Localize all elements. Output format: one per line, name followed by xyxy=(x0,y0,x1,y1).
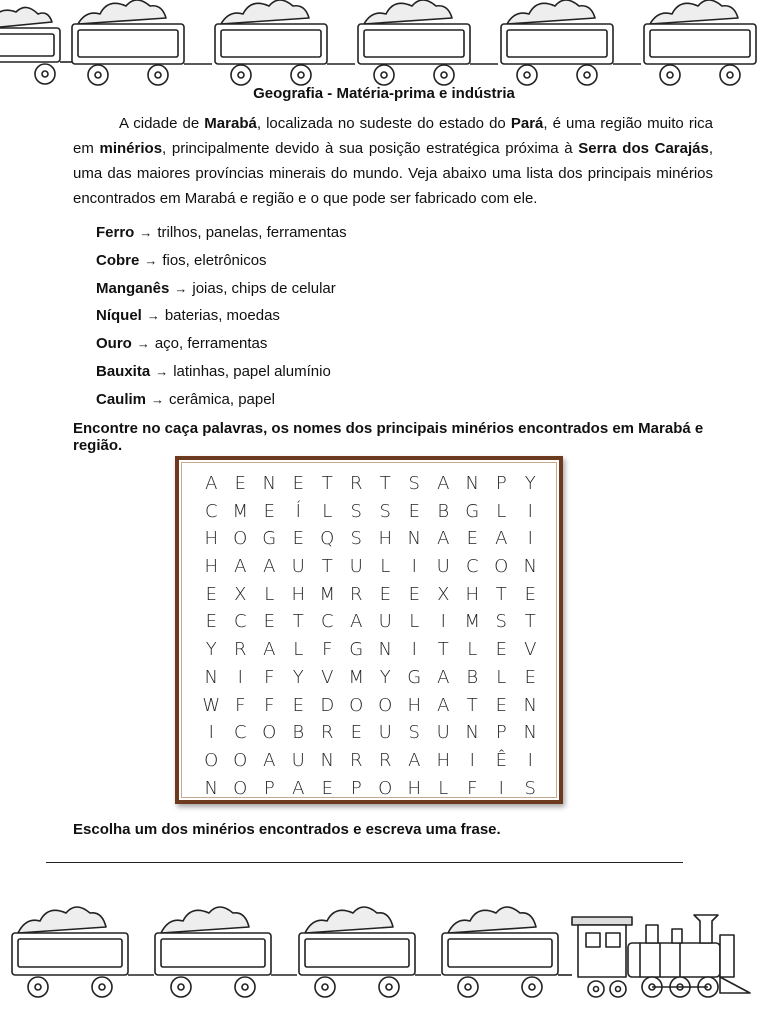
grid-cell[interactable]: H xyxy=(407,777,422,799)
grid-cell[interactable]: U xyxy=(349,556,364,578)
arrow-right-icon: → xyxy=(139,225,153,240)
arrow-right-icon: → xyxy=(136,336,150,352)
grid-cell[interactable]: H xyxy=(407,694,422,716)
grid-cell[interactable]: F xyxy=(467,777,478,799)
grid-cell[interactable]: E xyxy=(466,528,479,550)
grid-cell[interactable]: O xyxy=(262,722,277,744)
minerals-list xyxy=(96,221,347,416)
grid-cell[interactable]: P xyxy=(495,473,508,494)
grid-cell[interactable]: U xyxy=(378,722,393,744)
word-search-grid xyxy=(197,470,545,802)
grid-cell[interactable]: R xyxy=(349,473,363,494)
wagon-icon xyxy=(442,907,572,997)
grid-cell[interactable]: A xyxy=(437,694,450,716)
grid-cell[interactable]: A xyxy=(205,473,218,494)
grid-cell[interactable]: L xyxy=(409,611,420,633)
grid-cell[interactable]: O xyxy=(233,528,248,550)
grid-cell[interactable]: N xyxy=(465,722,480,744)
grid-cell[interactable]: E xyxy=(321,777,334,799)
grid-cell[interactable]: E xyxy=(379,583,392,605)
locomotive-icon xyxy=(572,915,750,997)
grid-cell[interactable]: N xyxy=(378,639,393,661)
grid-cell[interactable]: E xyxy=(408,583,421,605)
grid-cell[interactable]: E xyxy=(350,722,363,744)
grid-cell[interactable]: A xyxy=(437,473,450,494)
grid-cell[interactable]: H xyxy=(204,556,219,578)
grid-cell[interactable]: O xyxy=(204,749,219,771)
grid-cell[interactable]: U xyxy=(291,749,306,771)
grid-cell[interactable]: E xyxy=(524,583,537,605)
grid-cell[interactable]: E xyxy=(234,473,247,494)
grid-cell[interactable]: A xyxy=(292,777,305,799)
grid-cell[interactable]: S xyxy=(350,500,363,522)
grid-cell[interactable]: E xyxy=(495,639,508,661)
grid-cell[interactable]: T xyxy=(495,583,508,605)
grid-cell[interactable]: E xyxy=(495,694,508,716)
grid-cell[interactable]: U xyxy=(291,556,306,578)
intro-paragraph: A cidade de Marabá, localizada no sudeste do estado do Pará, é uma região muito rica em minérios, principalmente devido à sua posição estratégica próxima à Serra dos Carajás, uma das maiores províncias minerais do mundo. Veja abaixo uma lista dos principais minérios encontrados em Marabá e região e o que pode ser fabricado com ele. xyxy=(73,115,713,207)
grid-cell[interactable]: O xyxy=(378,777,393,799)
grid-cell[interactable]: A xyxy=(263,749,276,771)
grid-cell[interactable]: I xyxy=(527,528,534,550)
grid-cell[interactable]: H xyxy=(204,528,219,550)
grid-cell[interactable]: G xyxy=(407,666,422,688)
grid-cell[interactable]: A xyxy=(408,749,421,771)
list-item: Bauxita → latinhas, papel alumínio xyxy=(96,360,347,388)
wagon-icon xyxy=(0,7,72,84)
grid-cell[interactable]: H xyxy=(465,583,480,605)
grid-cell[interactable]: P xyxy=(495,722,508,744)
grid-cell[interactable]: L xyxy=(496,666,507,688)
grid-cell[interactable]: Q xyxy=(320,528,335,550)
grid-cell[interactable]: T xyxy=(437,639,450,661)
grid-cell[interactable]: C xyxy=(233,722,248,744)
grid-cell[interactable]: S xyxy=(495,611,508,633)
writing-instruction: Escolha um dos minérios encontrados e escreva uma frase. xyxy=(73,821,501,838)
wagon-icon xyxy=(501,0,641,85)
word-search-frame xyxy=(175,456,563,804)
grid-cell[interactable]: T xyxy=(321,556,334,578)
grid-cell[interactable]: N xyxy=(407,528,422,550)
grid-cell[interactable]: E xyxy=(205,583,218,605)
grid-cell[interactable]: Ê xyxy=(495,749,508,771)
grid-cell[interactable]: C xyxy=(204,500,219,522)
grid-cell[interactable]: I xyxy=(527,500,534,522)
grid-cell[interactable]: M xyxy=(464,611,481,633)
grid-cell[interactable]: W xyxy=(202,694,221,716)
grid-cell[interactable]: B xyxy=(466,666,479,688)
grid-cell[interactable]: I xyxy=(498,777,505,799)
arrow-right-icon: → xyxy=(146,308,160,324)
grid-cell[interactable]: S xyxy=(408,722,421,744)
grid-cell[interactable]: S xyxy=(350,528,363,550)
wagon-icon xyxy=(358,0,498,85)
grid-cell[interactable]: E xyxy=(292,694,305,716)
grid-cell[interactable]: P xyxy=(350,777,363,799)
list-item: Manganês → joias, chips de celular xyxy=(96,277,347,305)
grid-cell[interactable]: U xyxy=(378,611,393,633)
page-title: Geografia - Matéria-prima e indústria xyxy=(253,85,515,102)
grid-cell[interactable]: L xyxy=(293,639,304,661)
grid-cell[interactable]: I xyxy=(469,749,476,771)
grid-cell[interactable]: V xyxy=(524,639,537,661)
grid-cell[interactable]: Y xyxy=(292,666,305,688)
grid-cell[interactable]: M xyxy=(348,666,365,688)
grid-cell[interactable]: E xyxy=(263,500,276,522)
grid-cell[interactable]: N xyxy=(523,556,538,578)
grid-cell[interactable]: H xyxy=(291,583,306,605)
grid-cell[interactable]: I xyxy=(440,611,447,633)
grid-cell[interactable]: Y xyxy=(379,666,392,688)
grid-cell[interactable]: I xyxy=(411,556,418,578)
grid-cell[interactable]: S xyxy=(379,500,392,522)
grid-cell[interactable]: R xyxy=(378,749,392,771)
wagon-icon xyxy=(12,907,154,997)
grid-cell[interactable]: A xyxy=(263,556,276,578)
grid-cell[interactable]: T xyxy=(379,473,392,494)
grid-cell[interactable]: C xyxy=(465,556,480,578)
list-item: Cobre → fios, eletrônicos xyxy=(96,249,347,277)
wagon-icon xyxy=(72,0,212,85)
grid-cell[interactable]: Y xyxy=(205,639,218,661)
grid-cell[interactable]: T xyxy=(321,473,334,494)
grid-cell[interactable]: L xyxy=(496,500,507,522)
grid-cell[interactable]: R xyxy=(349,749,363,771)
grid-cell[interactable]: T xyxy=(292,611,305,633)
grid-cell[interactable]: N xyxy=(523,722,538,744)
grid-cell[interactable]: F xyxy=(235,694,246,716)
grid-cell[interactable]: N xyxy=(523,694,538,716)
grid-cell[interactable]: F xyxy=(264,694,275,716)
grid-cell[interactable]: R xyxy=(349,583,363,605)
grid-cell[interactable]: Y xyxy=(524,473,537,494)
grid-cell[interactable]: E xyxy=(408,500,421,522)
grid-cell[interactable]: S xyxy=(524,777,537,799)
grid-cell[interactable]: S xyxy=(408,473,421,494)
grid-cell[interactable]: O xyxy=(349,694,364,716)
wagon-icon xyxy=(299,907,441,997)
grid-cell[interactable]: O xyxy=(378,694,393,716)
grid-cell[interactable]: R xyxy=(320,722,334,744)
list-item: Ouro → aço, ferramentas xyxy=(96,332,347,360)
grid-cell[interactable]: E xyxy=(263,611,276,633)
grid-cell[interactable]: F xyxy=(264,666,275,688)
wagon-icon xyxy=(215,0,355,85)
grid-cell[interactable]: F xyxy=(322,639,333,661)
grid-cell[interactable]: R xyxy=(233,639,247,661)
grid-cell[interactable]: L xyxy=(264,583,275,605)
grid-cell[interactable]: O xyxy=(233,777,248,799)
grid-cell[interactable]: T xyxy=(524,611,537,633)
list-item: Caulim → cerâmica, papel xyxy=(96,388,347,416)
grid-cell[interactable]: G xyxy=(465,500,480,522)
grid-cell[interactable]: E xyxy=(205,611,218,633)
grid-cell[interactable]: O xyxy=(494,556,509,578)
arrow-right-icon: → xyxy=(155,363,169,379)
grid-cell[interactable]: C xyxy=(320,611,335,633)
list-item: Níquel → baterias, moedas xyxy=(96,304,347,332)
grid-cell[interactable]: V xyxy=(321,666,334,688)
grid-cell[interactable]: E xyxy=(292,528,305,550)
grid-cell[interactable]: A xyxy=(263,639,276,661)
grid-cell[interactable]: L xyxy=(322,500,333,522)
grid-cell[interactable]: M xyxy=(232,500,249,522)
grid-cell[interactable]: A xyxy=(437,528,450,550)
word-search-instruction: Encontre no caça palavras, os nomes dos principais minérios encontrados em Marabá e região. xyxy=(73,420,704,454)
grid-cell[interactable]: I xyxy=(237,666,244,688)
grid-cell[interactable]: C xyxy=(233,611,248,633)
grid-cell[interactable]: G xyxy=(349,639,364,661)
train-wagons-top-illustration xyxy=(0,0,768,90)
grid-cell[interactable]: I xyxy=(527,749,534,771)
grid-cell[interactable]: X xyxy=(437,583,450,605)
grid-cell[interactable]: E xyxy=(524,666,537,688)
grid-cell[interactable]: O xyxy=(233,749,248,771)
grid-cell[interactable]: B xyxy=(437,500,450,522)
grid-cell[interactable]: G xyxy=(262,528,277,550)
grid-cell[interactable]: M xyxy=(319,583,336,605)
grid-cell[interactable]: A xyxy=(350,611,363,633)
grid-cell[interactable]: L xyxy=(467,639,478,661)
grid-cell[interactable]: I xyxy=(411,639,418,661)
grid-cell[interactable]: L xyxy=(438,777,449,799)
grid-cell[interactable]: A xyxy=(495,528,508,550)
grid-cell[interactable]: B xyxy=(292,722,305,744)
grid-cell[interactable]: P xyxy=(263,777,276,799)
grid-cell[interactable]: A xyxy=(437,666,450,688)
list-item: Ferro → trilhos, panelas, ferramentas xyxy=(96,221,347,249)
train-locomotive-bottom-illustration xyxy=(0,895,768,1005)
wagon-icon xyxy=(155,907,297,997)
grid-cell[interactable]: Í xyxy=(295,500,302,522)
grid-cell[interactable]: T xyxy=(466,694,479,716)
grid-cell[interactable]: N xyxy=(204,777,219,799)
grid-cell[interactable]: N xyxy=(204,666,219,688)
grid-cell[interactable]: A xyxy=(234,556,247,578)
grid-cell[interactable]: X xyxy=(234,583,247,605)
grid-cell[interactable]: L xyxy=(380,556,391,578)
grid-cell[interactable]: U xyxy=(436,722,451,744)
grid-cell[interactable]: D xyxy=(320,694,335,716)
grid-cell[interactable]: N xyxy=(320,749,335,771)
arrow-right-icon: → xyxy=(174,280,188,296)
arrow-right-icon: → xyxy=(144,252,158,268)
grid-cell[interactable]: H xyxy=(436,749,451,771)
grid-cell[interactable]: H xyxy=(378,528,393,550)
arrow-right-icon: → xyxy=(151,391,165,407)
grid-cell[interactable]: U xyxy=(436,556,451,578)
grid-cell[interactable]: I xyxy=(208,722,215,744)
grid-cell[interactable]: N xyxy=(465,473,480,494)
wagon-icon xyxy=(644,0,756,85)
answer-line[interactable] xyxy=(46,862,683,863)
grid-cell[interactable]: N xyxy=(262,473,277,494)
grid-cell[interactable]: E xyxy=(292,473,305,494)
